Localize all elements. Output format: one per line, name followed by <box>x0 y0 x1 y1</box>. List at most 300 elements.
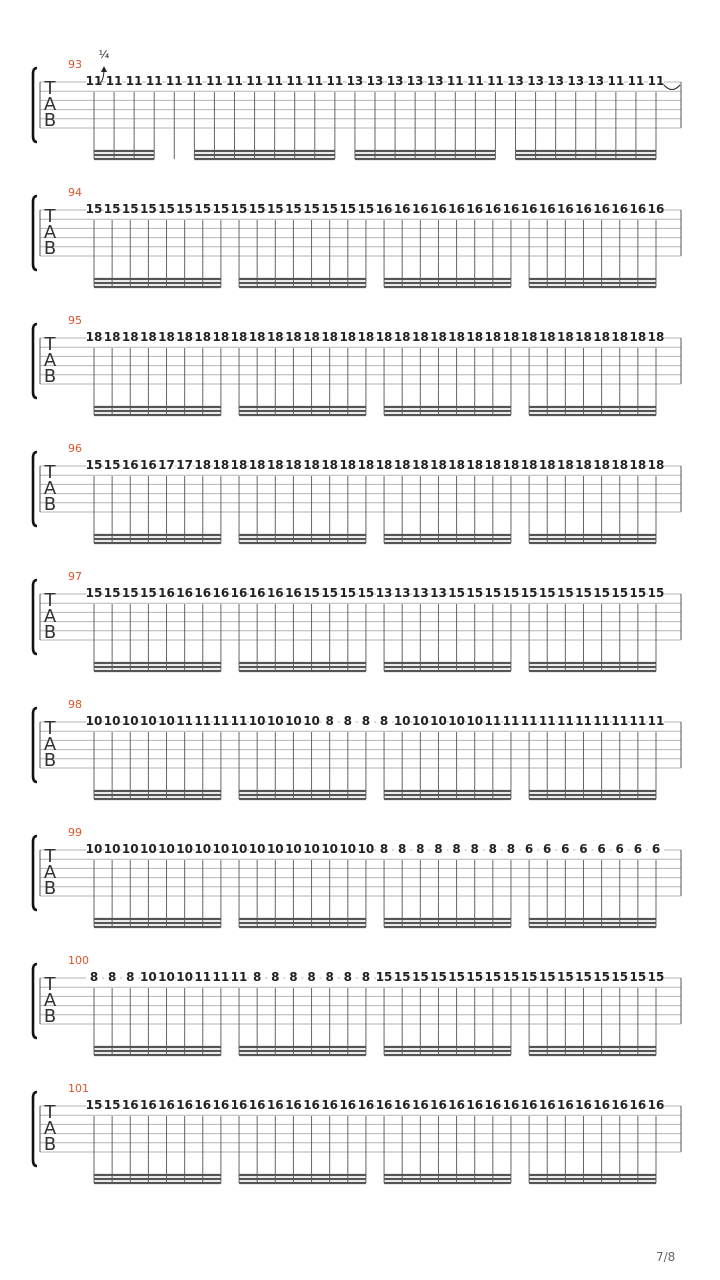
fret-number: 16 <box>393 202 411 216</box>
fret-number: 16 <box>520 202 538 216</box>
fret-number: 18 <box>85 330 103 344</box>
fret-number: 15 <box>321 586 339 600</box>
fret-number: 15 <box>321 202 339 216</box>
fret-number: 18 <box>140 330 157 344</box>
fret-number: 10 <box>430 714 447 728</box>
fret-number: 8 <box>271 970 280 984</box>
measure-number: 98 <box>68 698 82 711</box>
fret-number: 18 <box>593 458 610 472</box>
fret-number: 11 <box>165 74 183 88</box>
fret-number: 16 <box>194 586 212 600</box>
fret-number: 18 <box>611 458 629 472</box>
fret-number: 8 <box>361 714 371 728</box>
system-bracket <box>33 708 37 782</box>
measure-number: 101 <box>68 1082 89 1095</box>
fret-number: 11 <box>206 74 223 88</box>
fret-number: 11 <box>186 74 203 88</box>
fret-number: 10 <box>230 842 248 856</box>
fret-number: 11 <box>520 714 538 728</box>
fret-number: 15 <box>502 970 520 984</box>
measure-number: 95 <box>68 314 82 327</box>
fret-number: 10 <box>158 842 175 856</box>
fret-number: 10 <box>248 842 266 856</box>
fret-number: 8 <box>488 842 498 856</box>
fret-number: 6 <box>651 842 661 856</box>
fret-number: 16 <box>375 1098 393 1112</box>
system-bracket <box>33 836 37 910</box>
fret-number: 15 <box>647 586 665 600</box>
fret-number: 15 <box>85 202 103 216</box>
fret-number: 6 <box>579 842 588 856</box>
fret-number: 15 <box>520 586 538 600</box>
tab-clef-letter: A <box>43 1118 57 1139</box>
fret-number: 15 <box>103 202 121 216</box>
fret-number: 15 <box>339 586 357 600</box>
fret-number: 15 <box>430 970 447 984</box>
fret-number: 10 <box>411 714 429 728</box>
fret-number: 18 <box>194 458 212 472</box>
tab-system <box>33 826 681 927</box>
tab-clef-letter: A <box>43 990 57 1011</box>
fret-number: 16 <box>303 1098 320 1112</box>
fret-number: 16 <box>466 202 484 216</box>
fret-number: 16 <box>321 1098 339 1112</box>
fret-number: 15 <box>538 970 556 984</box>
fret-number: 16 <box>140 1098 157 1112</box>
tab-clef-letter: B <box>43 238 57 259</box>
fret-number: 16 <box>230 586 248 600</box>
bend-arrow-head <box>101 66 107 72</box>
measure-number: 93 <box>68 58 82 71</box>
fret-number: 18 <box>285 458 302 472</box>
fret-number: 18 <box>448 458 465 472</box>
fret-number: 10 <box>285 714 302 728</box>
fret-number: 6 <box>633 842 643 856</box>
fret-number: 8 <box>325 970 334 984</box>
fret-number: 15 <box>230 202 248 216</box>
fret-number: 15 <box>303 202 320 216</box>
fret-number: 13 <box>406 74 424 88</box>
tab-clef-letter: A <box>43 478 57 499</box>
fret-number: 11 <box>266 74 283 88</box>
fret-number: 18 <box>430 330 447 344</box>
fret-number: 15 <box>448 586 465 600</box>
fret-number: 8 <box>107 970 117 984</box>
fret-number: 11 <box>194 970 212 984</box>
fret-number: 15 <box>375 970 393 984</box>
fret-number: 18 <box>266 330 284 344</box>
fret-number: 11 <box>557 714 574 728</box>
fret-number: 15 <box>212 202 230 216</box>
tab-system <box>33 1082 681 1183</box>
fret-number: 13 <box>430 586 447 600</box>
tab-clef-letter: B <box>43 878 57 899</box>
tab-clef-letter: B <box>43 622 57 643</box>
fret-number: 18 <box>212 458 230 472</box>
tab-clef-letter: T <box>44 1102 56 1123</box>
fret-number: 15 <box>103 586 121 600</box>
fret-number: 6 <box>524 842 534 856</box>
fret-number: 10 <box>448 714 465 728</box>
fret-number: 13 <box>393 586 411 600</box>
fret-number: 16 <box>158 1098 175 1112</box>
fret-number: 16 <box>230 1098 248 1112</box>
measure-number: 100 <box>68 954 89 967</box>
fret-number: 10 <box>357 842 375 856</box>
fret-number: 8 <box>470 842 479 856</box>
fret-number: 15 <box>448 970 465 984</box>
fret-number: 15 <box>557 970 574 984</box>
fret-number: 15 <box>176 202 193 216</box>
fret-number: 17 <box>158 458 175 472</box>
fret-number: 18 <box>375 330 393 344</box>
fret-number: 15 <box>357 202 375 216</box>
fret-number: 15 <box>484 586 502 600</box>
fret-number: 11 <box>647 714 665 728</box>
fret-number: 15 <box>611 586 629 600</box>
fret-number: 8 <box>343 970 352 984</box>
fret-number: 16 <box>629 202 647 216</box>
fret-number: 10 <box>285 842 302 856</box>
fret-number: 15 <box>303 586 320 600</box>
fret-number: 11 <box>145 74 163 88</box>
fret-number: 18 <box>176 330 193 344</box>
fret-number: 8 <box>379 842 389 856</box>
fret-number: 16 <box>647 1098 665 1112</box>
fret-number: 16 <box>339 1098 357 1112</box>
fret-number: 18 <box>393 458 411 472</box>
fret-number: 16 <box>448 1098 465 1112</box>
fret-number: 10 <box>103 842 121 856</box>
fret-number: 11 <box>502 714 520 728</box>
fret-number: 18 <box>303 330 320 344</box>
fret-number: 18 <box>520 458 538 472</box>
fret-number: 15 <box>194 202 212 216</box>
fret-number: 16 <box>466 1098 484 1112</box>
tab-clef-letter: A <box>43 222 57 243</box>
fret-number: 18 <box>411 330 429 344</box>
fret-number: 18 <box>375 458 393 472</box>
fret-number: 15 <box>285 202 302 216</box>
measure-number: 96 <box>68 442 82 455</box>
fret-number: 18 <box>520 330 538 344</box>
fret-number: 18 <box>321 330 339 344</box>
fret-number: 16 <box>176 586 193 600</box>
fret-number: 8 <box>398 842 407 856</box>
fret-number: 15 <box>158 202 175 216</box>
fret-number: 13 <box>411 586 429 600</box>
tab-clef-letter: T <box>44 334 56 355</box>
tab-clef-letter: A <box>43 350 57 371</box>
fret-number: 11 <box>446 74 464 88</box>
fret-number: 15 <box>575 586 592 600</box>
tie-arc <box>664 85 680 90</box>
fret-number: 11 <box>538 714 556 728</box>
fret-number: 18 <box>430 458 447 472</box>
system-bracket <box>33 1092 37 1166</box>
fret-number: 16 <box>393 1098 411 1112</box>
fret-number: 11 <box>487 74 504 88</box>
tab-clef-letter: A <box>43 862 57 883</box>
fret-number: 16 <box>212 1098 230 1112</box>
tab-clef-letter: T <box>44 78 56 99</box>
system-bracket <box>33 196 37 270</box>
fret-number: 18 <box>303 458 320 472</box>
fret-number: 16 <box>285 1098 302 1112</box>
fret-number: 16 <box>520 1098 538 1112</box>
fret-number: 16 <box>502 202 520 216</box>
fret-number: 15 <box>103 1098 121 1112</box>
fret-number: 18 <box>557 458 574 472</box>
tab-clef-letter: T <box>44 718 56 739</box>
fret-number: 11 <box>105 74 123 88</box>
fret-number: 11 <box>306 74 324 88</box>
fret-number: 18 <box>321 458 339 472</box>
fret-number: 10 <box>121 714 139 728</box>
fret-number: 6 <box>561 842 570 856</box>
fret-number: 16 <box>430 1098 447 1112</box>
fret-number: 11 <box>611 714 629 728</box>
tab-clef-letter: B <box>43 750 57 771</box>
fret-number: 18 <box>538 458 556 472</box>
tab-system <box>33 48 681 159</box>
fret-number: 11 <box>286 74 304 88</box>
fret-number: 15 <box>647 970 665 984</box>
fret-number: 10 <box>321 842 339 856</box>
fret-number: 13 <box>527 74 544 88</box>
fret-number: 16 <box>357 1098 375 1112</box>
fret-number: 10 <box>248 714 266 728</box>
fret-number: 16 <box>121 458 139 472</box>
fret-number: 13 <box>547 74 564 88</box>
fret-number: 15 <box>103 458 121 472</box>
fret-number: 8 <box>126 970 135 984</box>
fret-number: 16 <box>158 586 175 600</box>
fret-number: 16 <box>647 202 665 216</box>
fret-number: 18 <box>466 330 484 344</box>
tab-clef-letter: T <box>44 846 56 867</box>
fret-number: 10 <box>158 714 175 728</box>
fret-number: 16 <box>484 202 502 216</box>
fret-number: 10 <box>466 714 484 728</box>
fret-number: 16 <box>248 1098 266 1112</box>
fret-number: 18 <box>357 458 375 472</box>
fret-number: 18 <box>339 330 357 344</box>
fret-number: 8 <box>343 714 352 728</box>
fret-number: 15 <box>85 586 103 600</box>
fret-number: 18 <box>538 330 556 344</box>
tab-clef-letter: T <box>44 974 56 995</box>
fret-number: 15 <box>357 586 375 600</box>
fret-number: 15 <box>121 586 139 600</box>
fret-number: 18 <box>557 330 574 344</box>
fret-number: 18 <box>575 458 592 472</box>
fret-number: 11 <box>607 74 625 88</box>
fret-number: 18 <box>103 330 121 344</box>
fret-number: 18 <box>575 330 592 344</box>
tab-clef-letter: T <box>44 206 56 227</box>
fret-number: 13 <box>426 74 444 88</box>
tab-clef-letter: T <box>44 590 56 611</box>
fret-number: 16 <box>140 458 157 472</box>
fret-number: 8 <box>89 970 99 984</box>
bend-label: ¼ <box>98 48 110 61</box>
fret-number: 10 <box>194 842 212 856</box>
fret-number: 10 <box>121 842 139 856</box>
fret-number: 6 <box>543 842 552 856</box>
fret-number: 16 <box>484 1098 502 1112</box>
fret-number: 18 <box>484 458 502 472</box>
fret-number: 10 <box>85 714 103 728</box>
fret-number: 10 <box>212 842 230 856</box>
fret-number: 15 <box>121 202 139 216</box>
fret-number: 18 <box>285 330 302 344</box>
fret-number: 11 <box>212 714 230 728</box>
fret-number: 18 <box>629 330 647 344</box>
fret-number: 15 <box>484 970 502 984</box>
fret-number: 16 <box>538 202 556 216</box>
fret-number: 11 <box>627 74 645 88</box>
system-bracket <box>33 324 37 398</box>
fret-number: 15 <box>538 586 556 600</box>
fret-number: 18 <box>647 458 665 472</box>
fret-number: 16 <box>448 202 465 216</box>
fret-number: 18 <box>593 330 610 344</box>
fret-number: 8 <box>452 842 461 856</box>
fret-number: 11 <box>230 714 248 728</box>
fret-number: 16 <box>611 202 629 216</box>
fret-number: 11 <box>575 714 592 728</box>
fret-number: 18 <box>629 458 647 472</box>
fret-number: 11 <box>467 74 484 88</box>
fret-number: 15 <box>557 586 574 600</box>
fret-number: 18 <box>248 458 266 472</box>
fret-number: 11 <box>246 74 263 88</box>
fret-number: 10 <box>85 842 103 856</box>
tab-clef-letter: A <box>43 94 57 115</box>
fret-number: 16 <box>430 202 447 216</box>
fret-number: 18 <box>448 330 465 344</box>
fret-number: 16 <box>248 586 266 600</box>
fret-number: 15 <box>520 970 538 984</box>
tab-system <box>33 954 681 1055</box>
fret-number: 16 <box>375 202 393 216</box>
fret-number: 15 <box>629 586 647 600</box>
fret-number: 18 <box>339 458 357 472</box>
fret-number: 15 <box>593 586 610 600</box>
fret-number: 18 <box>266 458 284 472</box>
fret-number: 10 <box>103 714 121 728</box>
tab-clef-letter: A <box>43 606 57 627</box>
system-bracket <box>33 580 37 654</box>
fret-number: 18 <box>230 330 248 344</box>
fret-number: 16 <box>557 202 574 216</box>
fret-number: 8 <box>434 842 443 856</box>
fret-number: 10 <box>393 714 411 728</box>
fret-number: 15 <box>339 202 357 216</box>
fret-number: 8 <box>289 970 298 984</box>
fret-number: 11 <box>230 970 248 984</box>
fret-number: 16 <box>266 586 284 600</box>
page-number: 7/8 <box>656 1250 676 1264</box>
fret-number: 8 <box>379 714 389 728</box>
fret-number: 16 <box>593 1098 610 1112</box>
fret-number: 15 <box>466 970 484 984</box>
fret-number: 18 <box>647 330 665 344</box>
tab-clef-letter: B <box>43 366 57 387</box>
fret-number: 18 <box>611 330 629 344</box>
fret-number: 18 <box>466 458 484 472</box>
fret-number: 8 <box>416 842 425 856</box>
fret-number: 11 <box>326 74 344 88</box>
fret-number: 10 <box>266 714 284 728</box>
fret-number: 18 <box>502 330 520 344</box>
fret-number: 15 <box>85 1098 103 1112</box>
fret-number: 16 <box>121 1098 139 1112</box>
fret-number: 10 <box>140 970 157 984</box>
fret-number: 16 <box>176 1098 193 1112</box>
fret-number: 10 <box>339 842 357 856</box>
fret-number: 18 <box>411 458 429 472</box>
fret-number: 16 <box>502 1098 520 1112</box>
fret-number: 10 <box>140 842 157 856</box>
fret-number: 18 <box>248 330 266 344</box>
fret-number: 18 <box>357 330 375 344</box>
fret-number: 15 <box>502 586 520 600</box>
fret-number: 16 <box>575 1098 592 1112</box>
fret-number: 10 <box>158 970 175 984</box>
fret-number: 11 <box>176 714 193 728</box>
fret-number: 16 <box>411 202 429 216</box>
fret-number: 8 <box>252 970 262 984</box>
fret-number: 8 <box>325 714 334 728</box>
fret-number: 16 <box>266 1098 284 1112</box>
system-bracket <box>33 68 37 142</box>
fret-number: 16 <box>212 586 230 600</box>
tab-clef-letter: A <box>43 734 57 755</box>
tab-clef-letter: B <box>43 1006 57 1027</box>
fret-number: 15 <box>593 970 610 984</box>
fret-number: 17 <box>176 458 193 472</box>
fret-number: 8 <box>361 970 371 984</box>
fret-number: 16 <box>194 1098 212 1112</box>
fret-number: 15 <box>85 458 103 472</box>
fret-number: 10 <box>176 842 193 856</box>
fret-number: 18 <box>393 330 411 344</box>
fret-number: 16 <box>593 202 610 216</box>
tab-system <box>33 442 681 543</box>
tab-clef-letter: B <box>43 494 57 515</box>
fret-number: 15 <box>140 586 157 600</box>
fret-number: 11 <box>647 74 665 88</box>
fret-number: 10 <box>266 842 284 856</box>
tab-system <box>33 314 681 415</box>
fret-number: 8 <box>307 970 316 984</box>
fret-number: 13 <box>507 74 524 88</box>
fret-number: 18 <box>194 330 212 344</box>
fret-number: 13 <box>346 74 364 88</box>
fret-number: 13 <box>366 74 384 88</box>
fret-number: 16 <box>285 586 302 600</box>
measure-number: 97 <box>68 570 82 583</box>
tab-system <box>33 698 681 799</box>
fret-number: 16 <box>538 1098 556 1112</box>
fret-number: 15 <box>466 586 484 600</box>
fret-number: 10 <box>176 970 193 984</box>
tab-clef-letter: T <box>44 462 56 483</box>
fret-number: 10 <box>140 714 157 728</box>
fret-number: 18 <box>484 330 502 344</box>
